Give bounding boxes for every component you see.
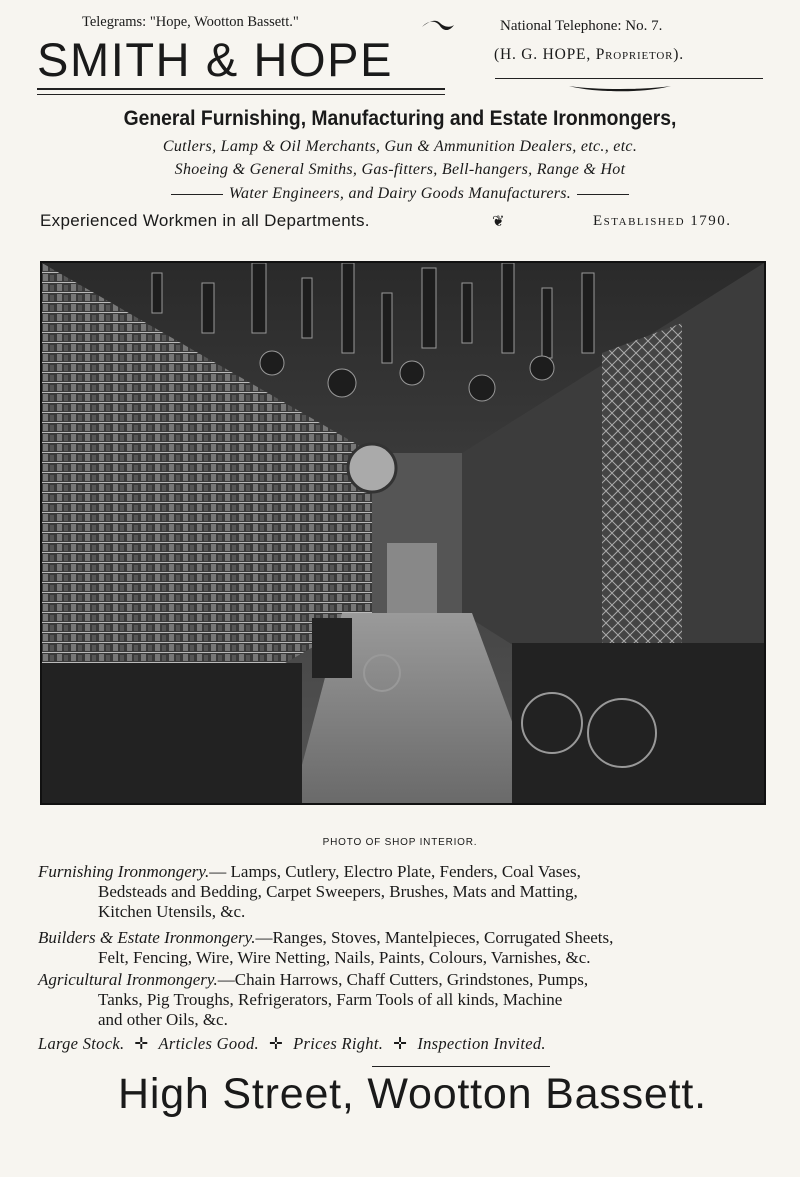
business-line-2: Shoeing & General Smiths, Gas-fitters, Bell-hangers, Range & Hot bbox=[174, 161, 626, 178]
telegrams-line: Telegrams: "Hope, Wootton Bassett." bbox=[82, 14, 299, 30]
shop-interior-illustration bbox=[42, 263, 764, 803]
tagline-item: Articles Good. bbox=[158, 1034, 259, 1053]
section-furnishing bbox=[38, 862, 770, 922]
header-rule-right bbox=[495, 78, 763, 79]
section-builders bbox=[38, 928, 770, 968]
tagline-item: Large Stock. bbox=[38, 1034, 125, 1053]
section-text: Felt, Fencing, Wire, Wire Netting, Nails, Paints, Colours, Varnishes, &c. bbox=[98, 948, 591, 967]
telephone-line: National Telephone: No. 7. bbox=[500, 18, 663, 34]
section-text: Kitchen Utensils, &c. bbox=[98, 902, 246, 921]
section-text: — Lamps, Cutlery, Electro Plate, Fenders, Coal Vases, bbox=[209, 862, 581, 881]
tagline-item: Inspection Invited. bbox=[417, 1034, 546, 1053]
proprietor-line bbox=[494, 46, 684, 64]
brand-name: SMITH & HOPE bbox=[37, 33, 394, 86]
business-line-1: Cutlers, Lamp & Oil Merchants, Gun & Ammunition Dealers, etc., etc. bbox=[162, 138, 638, 155]
section-text: —Ranges, Stoves, Mantelpieces, Corrugated Sheets, bbox=[255, 928, 614, 947]
tagline-item: Prices Right. bbox=[293, 1034, 384, 1053]
tagline bbox=[38, 1034, 546, 1054]
section-text: Bedsteads and Bedding, Carpet Sweepers, Brushes, Mats and Matting, bbox=[98, 882, 578, 901]
cross-icon: ✛ bbox=[393, 1034, 408, 1053]
divider bbox=[171, 194, 223, 195]
section-agricultural bbox=[38, 970, 770, 1030]
section-text: and other Oils, &c. bbox=[98, 1010, 228, 1029]
photo-caption: PHOTO OF SHOP INTERIOR. bbox=[322, 837, 478, 848]
cross-icon: ✛ bbox=[268, 1034, 284, 1053]
business-title: General Furnishing, Manufacturing and Estate Ironmongers, bbox=[123, 107, 677, 130]
header-rule-left bbox=[37, 88, 445, 95]
divider bbox=[577, 194, 629, 195]
flourish-ornament-icon bbox=[565, 83, 675, 97]
section-text: Tanks, Pig Troughs, Refrigerators, Farm Tools of all kinds, Machine bbox=[98, 990, 563, 1009]
fleuron-icon: ❦ bbox=[492, 214, 505, 230]
section-text: —Chain Harrows, Chaff Cutters, Grindstones, Pumps, bbox=[217, 970, 589, 989]
proprietor-name: (H. G. HOPE, bbox=[494, 46, 596, 63]
section-heading: Furnishing Ironmongery. bbox=[38, 862, 210, 881]
proprietor-close: ). bbox=[673, 46, 684, 63]
address-rule bbox=[372, 1066, 550, 1067]
established-date: Established 1790. bbox=[593, 213, 732, 229]
swash-ornament-icon bbox=[420, 18, 456, 34]
shop-interior-photo bbox=[40, 261, 766, 805]
shop-address: High Street, Wootton Bassett. bbox=[118, 1070, 707, 1118]
proprietor-title: Proprietor bbox=[595, 46, 674, 63]
business-line-3-text: Water Engineers, and Dairy Goods Manufacturers. bbox=[228, 185, 572, 202]
experienced-workmen: Experienced Workmen in all Departments. bbox=[40, 211, 370, 230]
section-heading: Builders & Estate Ironmongery. bbox=[38, 928, 256, 947]
business-line-3 bbox=[0, 185, 800, 203]
cross-icon: ✛ bbox=[134, 1034, 149, 1053]
section-heading: Agricultural Ironmongery. bbox=[38, 970, 218, 989]
